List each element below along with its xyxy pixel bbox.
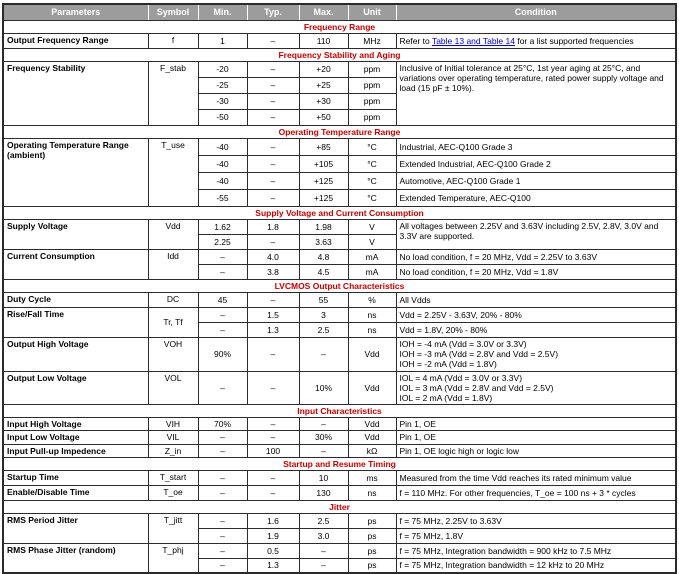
min-cell: -40 — [198, 139, 247, 156]
unit-cell: Vdd — [348, 431, 396, 444]
max-cell: +125 — [299, 173, 348, 190]
table-row — [3, 250, 676, 265]
condition-cell: Extended Industrial, AEC-Q100 Grade 2 — [396, 156, 676, 173]
condition-line: IOL = 2 mA (Vdd = 1.8V) — [399, 392, 493, 403]
symbol-cell: VIH — [148, 418, 198, 431]
condition-line: IOL = 3 mA (Vdd = 2.8V and Vdd = 2.5V) — [399, 382, 554, 393]
typ-cell: 1.3 — [247, 323, 299, 338]
symbol-cell: VIL — [148, 431, 198, 444]
unit-cell: ns — [348, 485, 396, 500]
param-output-low-voltage: Output Low Voltage — [3, 371, 148, 405]
symbol-cell: T_oe — [148, 485, 198, 500]
unit-cell: Vdd — [348, 418, 396, 431]
max-cell: – — [299, 543, 348, 558]
table-row — [3, 371, 676, 405]
max-cell: 130 — [299, 485, 348, 500]
table-row — [3, 62, 676, 78]
min-cell: -55 — [198, 190, 247, 207]
max-cell: 4.5 — [299, 265, 348, 280]
param-supply-voltage: Supply Voltage — [3, 220, 148, 250]
param-current-consumption: Current Consumption — [3, 250, 148, 280]
max-cell: +125 — [299, 190, 348, 207]
table-row — [3, 139, 676, 156]
table-row — [3, 293, 676, 308]
condition-cell — [396, 371, 676, 405]
min-cell: 45 — [198, 293, 247, 308]
condition-text: for a list supported frequencies — [514, 35, 634, 46]
header-max: Max. — [299, 4, 348, 21]
param-operating-temperature-range: Operating Temperature Range (ambient) — [3, 139, 148, 207]
section-title-jitter: Jitter — [3, 500, 676, 513]
typ-cell: 1.6 — [247, 513, 299, 528]
condition-text: Refer to — [399, 35, 432, 46]
max-cell: +85 — [299, 139, 348, 156]
unit-cell: °C — [348, 190, 396, 207]
table-row — [3, 418, 676, 431]
param-rms-period-jitter: RMS Period Jitter — [3, 513, 148, 543]
typ-cell: – — [247, 338, 299, 372]
unit-cell: ppm — [348, 94, 396, 110]
max-cell: 30% — [299, 431, 348, 444]
max-cell: 2.5 — [299, 323, 348, 338]
header-min: Min. — [198, 4, 247, 21]
max-cell: +25 — [299, 78, 348, 94]
min-cell: – — [198, 513, 247, 528]
max-cell: 10 — [299, 470, 348, 485]
unit-cell: MHz — [348, 34, 396, 49]
table-row — [3, 34, 676, 49]
table-row — [3, 513, 676, 528]
condition-cell: f = 75 MHz, 2.25V to 3.63V — [396, 513, 676, 528]
param-input-low-voltage: Input Low Voltage — [3, 431, 148, 444]
typ-cell: – — [247, 418, 299, 431]
unit-cell: ppm — [348, 78, 396, 94]
max-cell: 2.5 — [299, 513, 348, 528]
symbol-cell: T_start — [148, 470, 198, 485]
symbol-cell: f — [148, 34, 198, 49]
min-cell: -25 — [198, 78, 247, 94]
unit-cell: ms — [348, 470, 396, 485]
condition-line: IOH = -2 mA (Vdd = 1.8V) — [399, 359, 497, 370]
unit-cell: % — [348, 293, 396, 308]
condition-cell: Pin 1, OE — [396, 418, 676, 431]
unit-cell: °C — [348, 173, 396, 190]
param-frequency-stability: Frequency Stability — [3, 62, 148, 126]
max-cell: 3 — [299, 308, 348, 323]
table-row — [3, 470, 676, 485]
unit-cell: mA — [348, 250, 396, 265]
typ-cell: – — [247, 94, 299, 110]
header-parameters: Parameters — [3, 4, 148, 21]
max-cell: 3.0 — [299, 528, 348, 543]
table-row — [3, 338, 676, 372]
symbol-cell: T_jitt — [148, 513, 198, 543]
param-output-high-voltage: Output High Voltage — [3, 338, 148, 372]
condition-cell: Extended Temperature, AEC-Q100 — [396, 190, 676, 207]
symbol-cell: F_stab — [148, 62, 198, 126]
unit-cell: °C — [348, 156, 396, 173]
typ-cell: – — [247, 139, 299, 156]
table-row — [3, 308, 676, 323]
table-header-row — [3, 4, 676, 21]
condition-cell: Vdd = 2.25V - 3.63V, 20% - 80% — [396, 308, 676, 323]
typ-cell: – — [247, 371, 299, 405]
max-cell: +30 — [299, 94, 348, 110]
symbol-cell: Tr, Tf — [148, 308, 198, 338]
typ-cell: 100 — [247, 444, 299, 457]
min-cell: -40 — [198, 156, 247, 173]
param-enable-disable-time: Enable/Disable Time — [3, 485, 148, 500]
condition-cell: Industrial, AEC-Q100 Grade 3 — [396, 139, 676, 156]
unit-cell: °C — [348, 139, 396, 156]
max-cell: 55 — [299, 293, 348, 308]
min-cell: – — [198, 265, 247, 280]
section-row-frequency-range — [3, 21, 676, 34]
min-cell: 2.25 — [198, 235, 247, 250]
typ-cell: 1.5 — [247, 308, 299, 323]
header-condition: Condition — [396, 4, 676, 21]
section-row-supply-current — [3, 207, 676, 220]
condition-cell: Measured from the time Vdd reaches its rated minimum value — [396, 470, 676, 485]
symbol-cell: T_use — [148, 139, 198, 207]
header-unit: Unit — [348, 4, 396, 21]
section-row-input — [3, 405, 676, 418]
section-title-operating-temperature: Operating Temperature Range — [3, 126, 676, 139]
param-rms-phase-jitter: RMS Phase Jitter (random) — [3, 543, 148, 573]
condition-cell: All Vdds — [396, 293, 676, 308]
max-cell: +50 — [299, 110, 348, 126]
condition-cell: No load condition, f = 20 MHz, Vdd = 2.25V to 3.63V — [396, 250, 676, 265]
condition-line: IOL = 4 mA (Vdd = 3.0V or 3.3V) — [399, 372, 523, 383]
min-cell: – — [198, 444, 247, 457]
typ-cell: – — [247, 431, 299, 444]
condition-cell: Pin 1, OE logic high or logic low — [396, 444, 676, 457]
section-row-frequency-stability — [3, 49, 676, 62]
param-startup-time: Startup Time — [3, 470, 148, 485]
unit-cell: mA — [348, 265, 396, 280]
unit-cell: Vdd — [348, 338, 396, 372]
unit-cell: ns — [348, 308, 396, 323]
min-cell: 90% — [198, 338, 247, 372]
condition-line: IOH = -3 mA (Vdd = 2.8V and Vdd = 2.5V) — [399, 349, 559, 360]
unit-cell: Vdd — [348, 371, 396, 405]
typ-cell: – — [247, 110, 299, 126]
min-cell: – — [198, 431, 247, 444]
condition-cell: f = 110 MHz. For other frequencies, T_oe = 100 ns + 3 * cycles — [396, 485, 676, 500]
param-duty-cycle: Duty Cycle — [3, 293, 148, 308]
min-cell: – — [198, 323, 247, 338]
symbol-cell: DC — [148, 293, 198, 308]
symbol-cell: T_phj — [148, 543, 198, 573]
typ-cell: 4.0 — [247, 250, 299, 265]
max-cell: 3.63 — [299, 235, 348, 250]
min-cell: -50 — [198, 110, 247, 126]
typ-cell: – — [247, 470, 299, 485]
unit-cell: ppm — [348, 62, 396, 78]
condition-cell: Pin 1, OE — [396, 431, 676, 444]
unit-cell: kΩ — [348, 444, 396, 457]
unit-cell: ps — [348, 558, 396, 573]
typ-cell: 1.8 — [247, 220, 299, 235]
unit-cell: ps — [348, 543, 396, 558]
unit-cell: V — [348, 220, 396, 235]
typ-cell: – — [247, 190, 299, 207]
min-cell: – — [198, 558, 247, 573]
max-cell: 110 — [299, 34, 348, 49]
table-row — [3, 543, 676, 558]
min-cell: 1.62 — [198, 220, 247, 235]
typ-cell: – — [247, 293, 299, 308]
min-cell: -30 — [198, 94, 247, 110]
symbol-cell: Z_in — [148, 444, 198, 457]
max-cell: +20 — [299, 62, 348, 78]
max-cell: 4.8 — [299, 250, 348, 265]
electrical-characteristics-table — [2, 3, 677, 574]
condition-cell: No load condition, f = 20 MHz, Vdd = 1.8V — [396, 265, 676, 280]
unit-cell: ppm — [348, 110, 396, 126]
section-title-supply-current: Supply Voltage and Current Consumption — [3, 207, 676, 220]
unit-cell: ps — [348, 528, 396, 543]
max-cell: – — [299, 338, 348, 372]
section-row-startup-resume — [3, 457, 676, 470]
max-cell: – — [299, 418, 348, 431]
typ-cell: – — [247, 156, 299, 173]
table-row — [3, 444, 676, 457]
max-cell: – — [299, 444, 348, 457]
typ-cell: – — [247, 485, 299, 500]
typ-cell: – — [247, 62, 299, 78]
min-cell: 70% — [198, 418, 247, 431]
symbol-cell: VOL — [148, 371, 198, 405]
condition-cell: All voltages between 2.25V and 3.63V including 2.5V, 2.8V, 3.0V and 3.3V are supported. — [396, 220, 676, 250]
typ-cell: 1.9 — [247, 528, 299, 543]
min-cell: 1 — [198, 34, 247, 49]
section-title-lvcmos: LVCMOS Output Characteristics — [3, 280, 676, 293]
table-13-14-link[interactable]: Table 13 and Table 14 — [431, 35, 515, 46]
max-cell: +105 — [299, 156, 348, 173]
unit-cell: V — [348, 235, 396, 250]
table-row — [3, 220, 676, 235]
condition-cell — [396, 34, 676, 49]
condition-cell: f = 75 MHz, Integration bandwidth = 12 kHz to 20 MHz — [396, 558, 676, 573]
min-cell: – — [198, 371, 247, 405]
min-cell: – — [198, 308, 247, 323]
param-rise-fall-time: Rise/Fall Time — [3, 308, 148, 338]
min-cell: – — [198, 528, 247, 543]
section-title-frequency-stability: Frequency Stability and Aging — [3, 49, 676, 62]
symbol-cell: VOH — [148, 338, 198, 372]
max-cell: 1.98 — [299, 220, 348, 235]
symbol-cell: Vdd — [148, 220, 198, 250]
param-output-frequency-range: Output Frequency Range — [3, 34, 148, 49]
min-cell: – — [198, 470, 247, 485]
symbol-cell: Idd — [148, 250, 198, 280]
min-cell: -20 — [198, 62, 247, 78]
section-title-startup-resume: Startup and Resume Timing — [3, 457, 676, 470]
typ-cell: 0.5 — [247, 543, 299, 558]
max-cell: 10% — [299, 371, 348, 405]
header-typ: Typ. — [247, 4, 299, 21]
max-cell: – — [299, 558, 348, 573]
condition-cell: Automotive, AEC-Q100 Grade 1 — [396, 173, 676, 190]
typ-cell: – — [247, 235, 299, 250]
condition-cell: Vdd = 1.8V, 20% - 80% — [396, 323, 676, 338]
unit-cell: ps — [348, 513, 396, 528]
condition-cell: f = 75 MHz, Integration bandwidth = 900 kHz to 7.5 MHz — [396, 543, 676, 558]
min-cell: – — [198, 543, 247, 558]
section-title-input: Input Characteristics — [3, 405, 676, 418]
section-title-frequency-range: Frequency Range — [3, 21, 676, 34]
condition-cell: f = 75 MHz, 1.8V — [396, 528, 676, 543]
typ-cell: 3.8 — [247, 265, 299, 280]
section-row-lvcmos — [3, 280, 676, 293]
min-cell: – — [198, 485, 247, 500]
section-row-jitter — [3, 500, 676, 513]
header-symbol: Symbol — [148, 4, 198, 21]
param-input-pullup-impedence: Input Pull-up Impedence — [3, 444, 148, 457]
condition-cell: Inclusive of Initial tolerance at 25°C, 1st year aging at 25°C, and variations over operating temperature, rated power supply voltage and load (15 pF ± 10%). — [396, 62, 676, 126]
condition-line: IOH = -4 mA (Vdd = 3.0V or 3.3V) — [399, 339, 527, 349]
typ-cell: – — [247, 173, 299, 190]
typ-cell: – — [247, 78, 299, 94]
min-cell: -40 — [198, 173, 247, 190]
unit-cell: ns — [348, 323, 396, 338]
section-row-operating-temperature — [3, 126, 676, 139]
typ-cell: 1.3 — [247, 558, 299, 573]
typ-cell: – — [247, 34, 299, 49]
min-cell: – — [198, 250, 247, 265]
table-row — [3, 485, 676, 500]
table-row — [3, 431, 676, 444]
param-input-high-voltage: Input High Voltage — [3, 418, 148, 431]
condition-cell — [396, 338, 676, 372]
